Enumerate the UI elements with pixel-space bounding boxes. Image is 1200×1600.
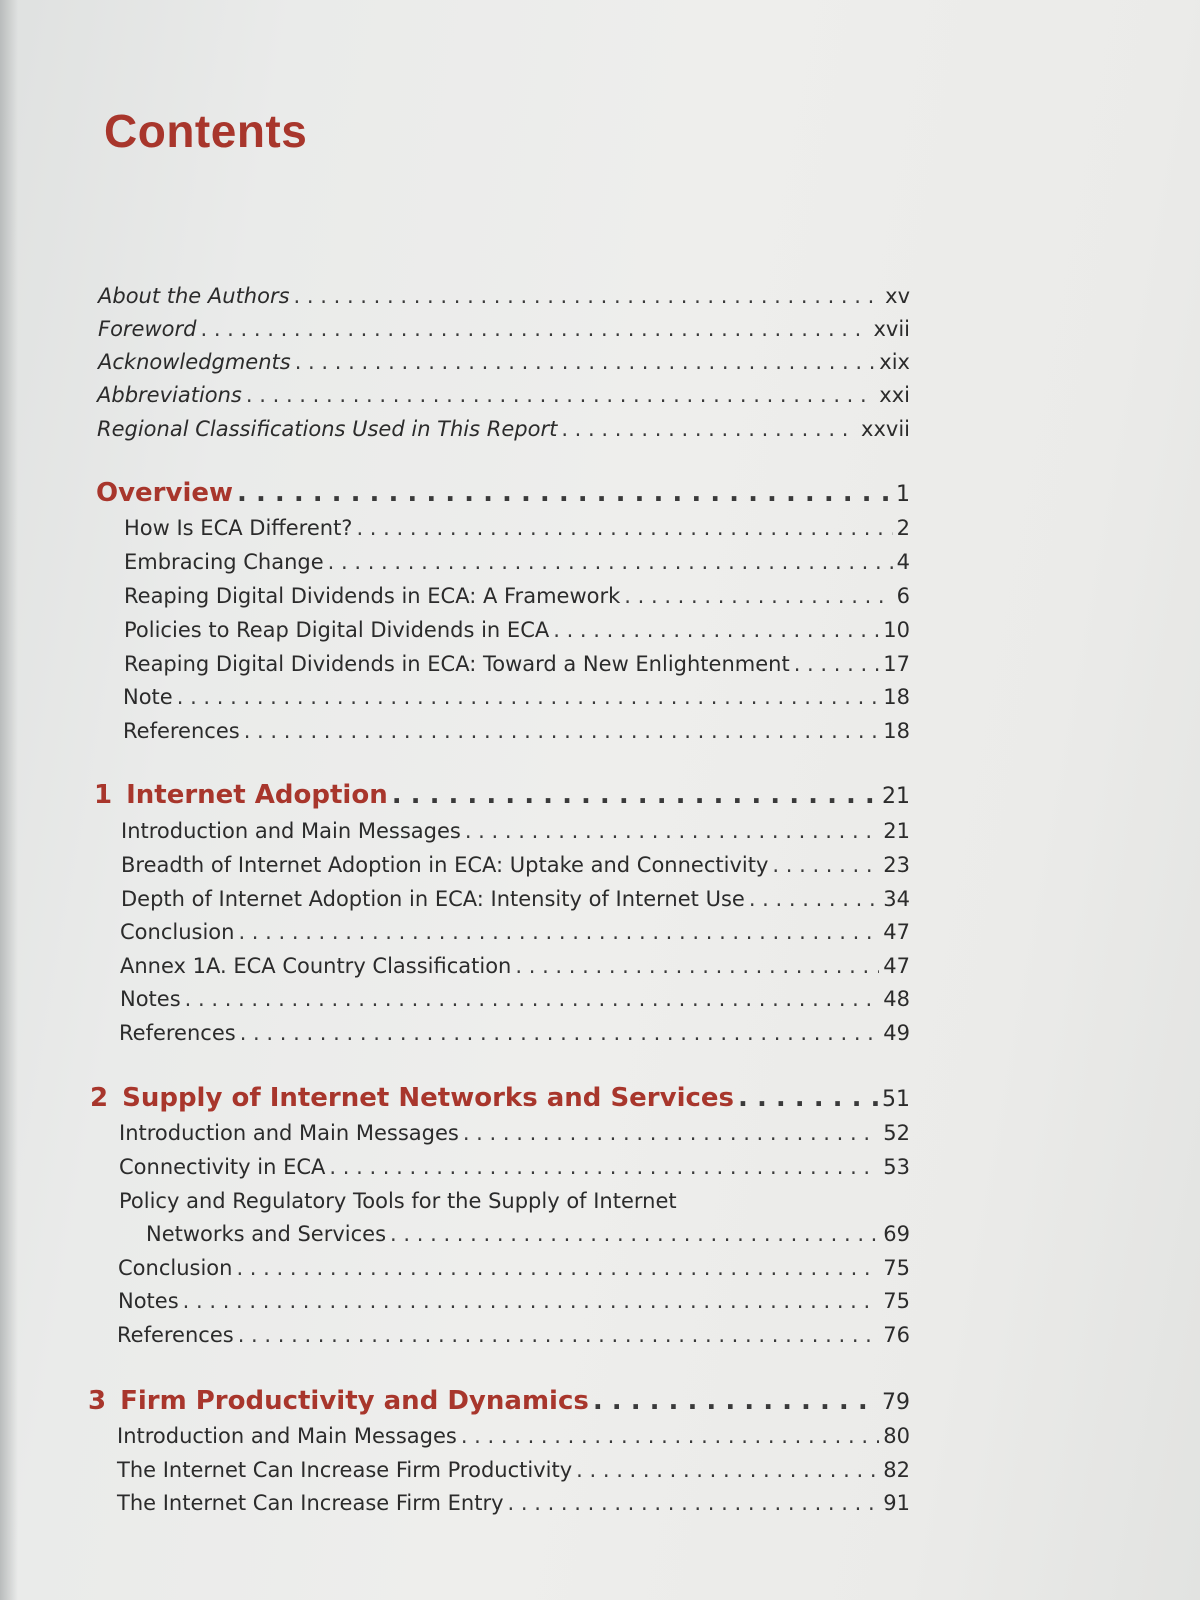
- toc-entry[interactable]: [120, 920, 910, 950]
- toc-heading-label: Internet Adoption: [126, 780, 388, 810]
- toc-entry-label-line1[interactable]: Policy and Regulatory Tools for the Supply of Internet: [119, 1189, 677, 1213]
- dot-leader: [463, 1121, 879, 1145]
- toc-heading-label: Firm Productivity and Dynamics: [120, 1386, 589, 1416]
- dot-leader: [794, 652, 880, 676]
- toc-entry[interactable]: [120, 954, 910, 984]
- toc-entry-page: 76: [883, 1323, 910, 1347]
- toc-entry-regional-classifications[interactable]: [97, 417, 910, 447]
- toc-entry-label: Depth of Internet Adoption in ECA: Intensity of Internet Use: [121, 887, 745, 911]
- toc-entry-label: Conclusion: [118, 1256, 233, 1280]
- toc-entry[interactable]: [118, 1289, 910, 1319]
- dot-leader: [244, 719, 880, 743]
- toc-entry[interactable]: [120, 987, 910, 1017]
- toc-entry-label: References: [119, 1021, 236, 1045]
- toc-entry-page: 75: [883, 1256, 910, 1280]
- dot-leader: [295, 350, 876, 374]
- toc-heading-chapter-1[interactable]: [94, 780, 910, 810]
- toc-entry[interactable]: [123, 685, 910, 715]
- toc-entry-page: xix: [879, 350, 910, 374]
- toc-entry-foreword[interactable]: [98, 317, 910, 347]
- dot-leader: [328, 550, 893, 574]
- toc-entry[interactable]: [121, 819, 910, 849]
- toc-entry[interactable]: [119, 1021, 910, 1051]
- toc-entry-page: 18: [883, 719, 910, 743]
- toc-heading-overview[interactable]: [96, 478, 910, 508]
- toc-entry-page: 4: [896, 550, 910, 574]
- dot-leader: [749, 887, 879, 911]
- toc-entry[interactable]: [117, 1491, 910, 1521]
- toc-entry[interactable]: [121, 887, 910, 917]
- toc-entry-page: 34: [883, 887, 910, 911]
- dot-leader: [356, 516, 892, 540]
- dot-leader: [185, 987, 880, 1011]
- dot-leader: [515, 954, 879, 978]
- toc-entry-page: 2: [896, 516, 910, 540]
- toc-entry-page: 23: [883, 853, 910, 877]
- toc-heading-label: Overview: [96, 478, 234, 508]
- toc-entry-label: About the Authors: [98, 284, 290, 308]
- toc-entry-label: Abbreviations: [97, 383, 242, 407]
- toc-entry-page: 82: [883, 1458, 910, 1482]
- toc-heading-page: 21: [882, 784, 910, 809]
- toc-entry-label: Foreword: [98, 317, 197, 341]
- toc-heading-label: Supply of Internet Networks and Services: [122, 1083, 735, 1113]
- dot-leader: [329, 1155, 879, 1179]
- toc-entry[interactable]: [124, 584, 910, 614]
- toc-entry-label: References: [117, 1323, 234, 1347]
- dot-leader: [236, 1256, 879, 1280]
- toc-entry-page: 47: [883, 954, 910, 978]
- dot-leader: [561, 417, 857, 441]
- dot-leader: [177, 685, 880, 709]
- dot-leader: [553, 618, 879, 642]
- toc-entry-label: References: [123, 719, 240, 743]
- toc-heading-page: 51: [882, 1087, 910, 1112]
- toc-entry-page: 48: [883, 987, 910, 1011]
- dot-leader: [237, 478, 892, 508]
- toc-entry-label: Introduction and Main Messages: [119, 1121, 459, 1145]
- dot-leader: [461, 1424, 879, 1448]
- toc-entry-page: 21: [883, 819, 910, 843]
- toc-entry-page: 17: [883, 652, 910, 676]
- dot-leader: [508, 1491, 880, 1515]
- toc-entry-label: The Internet Can Increase Firm Entry: [117, 1491, 504, 1515]
- toc-entry-page: 91: [883, 1491, 910, 1515]
- toc-entry-label: The Internet Can Increase Firm Productivity: [117, 1458, 573, 1482]
- toc-entry-page: 80: [883, 1424, 910, 1448]
- toc-entry-label: How Is ECA Different?: [124, 516, 353, 540]
- toc-entry-label: Embracing Change: [124, 550, 324, 574]
- toc-entry-page: xxvii: [861, 417, 910, 441]
- toc-entry[interactable]: [119, 1121, 910, 1151]
- toc-entry[interactable]: [124, 516, 910, 546]
- dot-leader: [200, 317, 869, 341]
- toc-entry[interactable]: [123, 719, 910, 749]
- toc-entry-label: Breadth of Internet Adoption in ECA: Uptake and Connectivity: [121, 853, 769, 877]
- toc-entry-page: 10: [883, 618, 910, 642]
- toc-entry-label: Reaping Digital Dividends in ECA: A Framework: [124, 584, 621, 608]
- page-edge-shadow: [0, 0, 18, 1600]
- dot-leader: [465, 819, 879, 843]
- toc-entry-label: Annex 1A. ECA Country Classification: [120, 954, 512, 978]
- toc-entry-page: 49: [883, 1021, 910, 1045]
- toc-entry[interactable]: [118, 1256, 910, 1286]
- toc-entry-about-authors[interactable]: [98, 284, 910, 314]
- toc-entry[interactable]: [119, 1155, 910, 1185]
- dot-leader: [246, 383, 875, 407]
- toc-entry-page: 69: [883, 1222, 910, 1246]
- toc-heading-chapter-2[interactable]: [90, 1083, 910, 1113]
- toc-entry-label: Acknowledgments: [98, 350, 291, 374]
- toc-entry[interactable]: [124, 550, 910, 580]
- toc-entry[interactable]: [117, 1458, 910, 1488]
- toc-entry-label: Policies to Reap Digital Dividends in ECA: [124, 618, 550, 642]
- dot-leader: [738, 1083, 878, 1113]
- toc-entry-acknowledgments[interactable]: [98, 350, 910, 380]
- dot-leader: [593, 1386, 878, 1416]
- toc-entry-page: 52: [883, 1121, 910, 1145]
- toc-entry-page: xvii: [873, 317, 910, 341]
- toc-entry-label: Notes: [120, 987, 181, 1011]
- page-title: Contents: [104, 105, 308, 157]
- dot-leader: [390, 1222, 879, 1246]
- toc-entry[interactable]: [121, 853, 910, 883]
- toc-entry-page: xxi: [879, 383, 910, 407]
- toc-entry-label: Note: [123, 685, 173, 709]
- toc-heading-chapter-3[interactable]: [88, 1386, 910, 1416]
- toc-heading-page: 1: [896, 482, 910, 507]
- toc-entry-label: Notes: [118, 1289, 179, 1313]
- toc-entry-label: Regional Classifications Used in This Report: [97, 417, 558, 441]
- dot-leader: [238, 1323, 880, 1347]
- toc-entry-label: Introduction and Main Messages: [117, 1424, 457, 1448]
- toc-entry[interactable]: [117, 1424, 910, 1454]
- dot-leader: [238, 920, 879, 944]
- toc-entry[interactable]: [124, 618, 910, 648]
- toc-entry-abbreviations[interactable]: [97, 383, 910, 413]
- toc-entry-label: Connectivity in ECA: [119, 1155, 326, 1179]
- toc-entry-page: 6: [896, 584, 910, 608]
- toc-entry-page: 18: [883, 685, 910, 709]
- chapter-number: 2: [90, 1083, 109, 1113]
- toc-entry-page: 53: [883, 1155, 910, 1179]
- dot-leader: [183, 1289, 880, 1313]
- dot-leader: [240, 1021, 880, 1045]
- dot-leader: [624, 584, 892, 608]
- toc-entry-label: Conclusion: [120, 920, 235, 944]
- toc-entry-page: 75: [883, 1289, 910, 1313]
- dot-leader: [772, 853, 879, 877]
- toc-entry-label: Reaping Digital Dividends in ECA: Toward a New Enlightenment: [124, 652, 790, 676]
- dot-leader: [294, 284, 882, 308]
- toc-heading-page: 79: [882, 1390, 910, 1415]
- chapter-number: 1: [94, 780, 113, 810]
- toc-entry[interactable]: [146, 1222, 910, 1252]
- toc-entry-label-continuation: Networks and Services: [146, 1222, 387, 1246]
- toc-entry[interactable]: [117, 1323, 910, 1353]
- chapter-number: 3: [88, 1386, 107, 1416]
- dot-leader: [392, 780, 878, 810]
- toc-entry-page: xv: [885, 284, 910, 308]
- dot-leader: [576, 1458, 879, 1482]
- toc-entry-label: Introduction and Main Messages: [121, 819, 461, 843]
- toc-entry-page: 47: [883, 920, 910, 944]
- toc-entry[interactable]: [124, 652, 910, 682]
